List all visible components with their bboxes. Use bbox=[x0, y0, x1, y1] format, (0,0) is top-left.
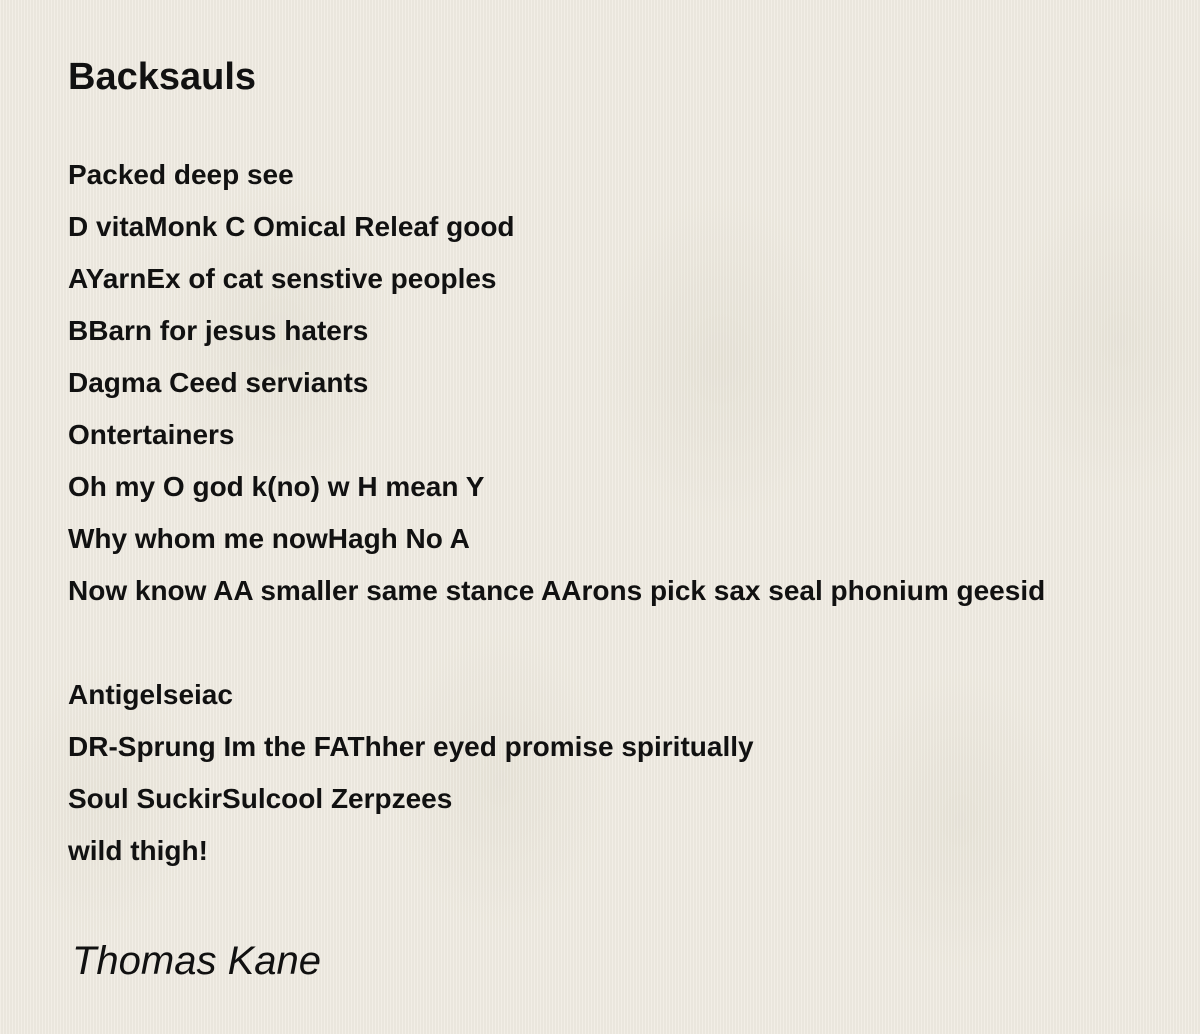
poem-body bbox=[68, 149, 1200, 877]
poem-stanza bbox=[68, 149, 1200, 617]
poem-line: wild thigh! bbox=[68, 835, 208, 866]
poem-line: BBarn for jesus haters bbox=[68, 315, 369, 346]
poem-title: Backsauls bbox=[68, 56, 257, 98]
poem-stanza bbox=[68, 669, 1200, 877]
poem-author: Thomas Kane bbox=[72, 939, 322, 983]
poem-line: AYarnEx of cat senstive peoples bbox=[68, 263, 497, 294]
poem-line: D vitaMonk C Omical Releaf good bbox=[68, 211, 515, 242]
poem-line: Antigelseiac bbox=[68, 679, 233, 710]
poem-line: DR-Sprung Im the FAThher eyed promise spiritually bbox=[68, 731, 754, 762]
poem-line: Oh my O god k(no) w H mean Y bbox=[68, 471, 485, 502]
poem-line: Ontertainers bbox=[68, 419, 235, 450]
poem-line: Why whom me nowHagh No A bbox=[68, 523, 470, 554]
poem-line: Dagma Ceed serviants bbox=[68, 367, 369, 398]
poem-line: Soul SuckirSulcool Zerpzees bbox=[68, 783, 453, 814]
poem-line: Packed deep see bbox=[68, 159, 294, 190]
poem-line: Now know AA smaller same stance AArons pick sax seal phonium geesid bbox=[68, 575, 1046, 606]
poem-container bbox=[68, 0, 1200, 985]
